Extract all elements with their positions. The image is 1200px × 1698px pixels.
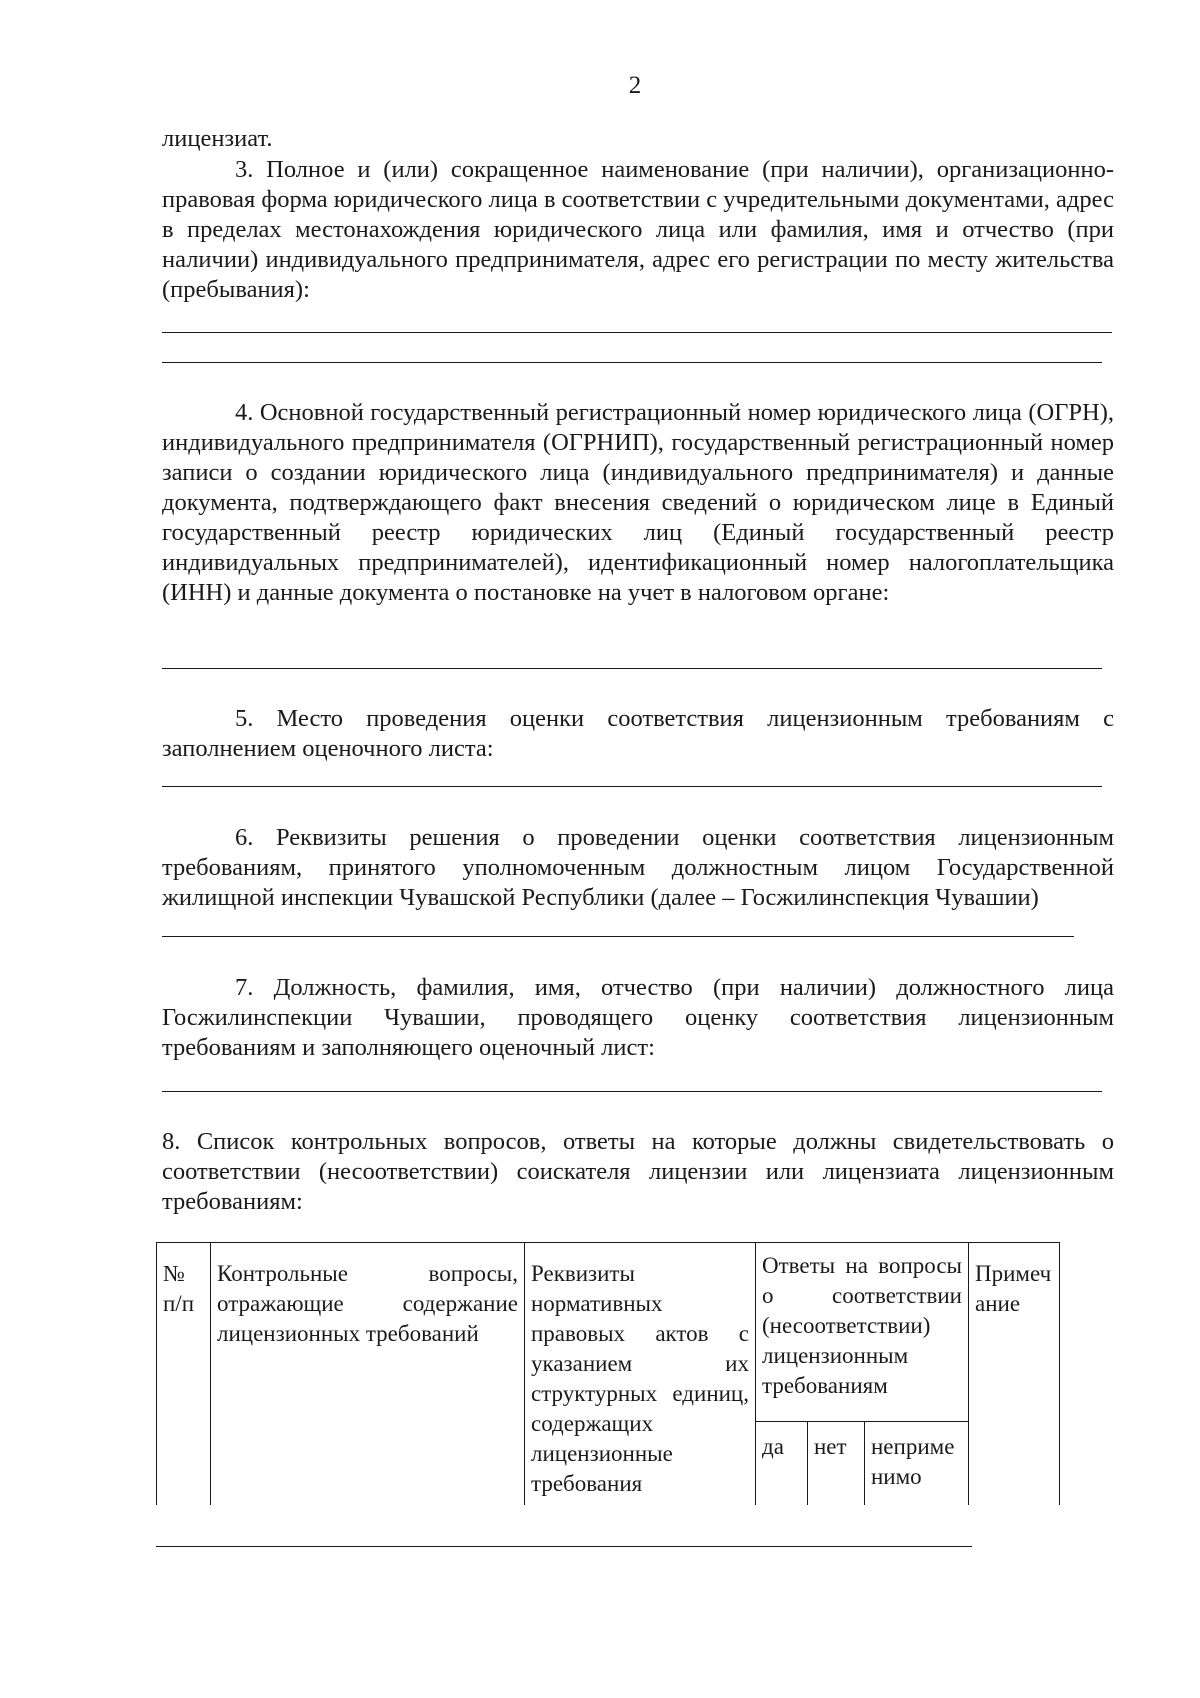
- fill-line: [162, 332, 1112, 333]
- fill-line: [162, 786, 1102, 787]
- header-number: № п/п: [157, 1243, 211, 1506]
- paragraph-4: 4. Основной государственный регистрационный номер юридического лица (ОГРН), индивидуального предпринимателя (ОГРНИП), государственный регистрационный номер записи о создании юридического лица (индивидуального предпринимателя) и данные документа, подтверждающего факт внесения сведений о юридическом лице в Единый государственный реестр юридических лиц (Единый государственный реестр индивидуальных предпринимателей), идентификационный номер налогоплательщика (ИНН) и данные документа о постановке на учет в налоговом органе:: [162, 399, 1114, 606]
- paragraph-3: 3. Полное и (или) сокращенное наименование (при наличии), организационно-правовая форма юридического лица в соответствии с учредительными документами, адрес в пределах местонахождения юридического лица или фамилия, имя и отчество (при наличии) индивидуального предпринимателя, адрес его регистрации по месту жительства (пребывания):: [162, 156, 1114, 303]
- paragraph-8: 8. Список контрольных вопросов, ответы на которые должны свидетельствовать о соответствии (несоответствии) соискателя лицензии или лицензиата лицензионным требованиям:: [162, 1128, 1114, 1215]
- subheader-yes: да: [756, 1422, 808, 1505]
- paragraph-5: 5. Место проведения оценки соответствия лицензионным требованиям с заполнением оценочного листа:: [162, 705, 1114, 762]
- paragraph-7: 7. Должность, фамилия, имя, отчество (при наличии) должностного лица Госжилинспекции Чувашии, проводящего оценку соответствия лицензионным требованиям и заполняющего оценочный лист:: [162, 974, 1114, 1061]
- subheader-not-applicable: неприменимо: [865, 1422, 969, 1505]
- table-bottom-border: [156, 1546, 972, 1547]
- paragraph-continuation: лицензиат.: [162, 125, 273, 152]
- page-number: 2: [628, 72, 642, 99]
- header-requisites: Реквизиты нормативных правовых актов с указанием их структурных единиц, содержащих лицензионные требования: [525, 1243, 756, 1506]
- fill-line: [162, 668, 1102, 669]
- paragraph-6: 6. Реквизиты решения о проведении оценки соответствия лицензионным требованиям, принятого уполномоченным должностным лицом Государственной жилищной инспекции Чувашской Республики (далее – Госжилинспекция Чувашии): [162, 824, 1114, 911]
- control-questions-table: [156, 1242, 1060, 1505]
- subheader-no: нет: [808, 1422, 865, 1505]
- header-questions: Контрольные вопросы, отражающие содержание лицензионных требований: [211, 1243, 525, 1506]
- fill-line: [162, 362, 1102, 363]
- fill-line: [162, 936, 1074, 937]
- fill-line: [162, 1091, 1102, 1092]
- header-answers: Ответы на вопросы о соответствии (несоответствии) лицензионным требованиям: [756, 1243, 969, 1422]
- header-note: Примечание: [969, 1243, 1060, 1506]
